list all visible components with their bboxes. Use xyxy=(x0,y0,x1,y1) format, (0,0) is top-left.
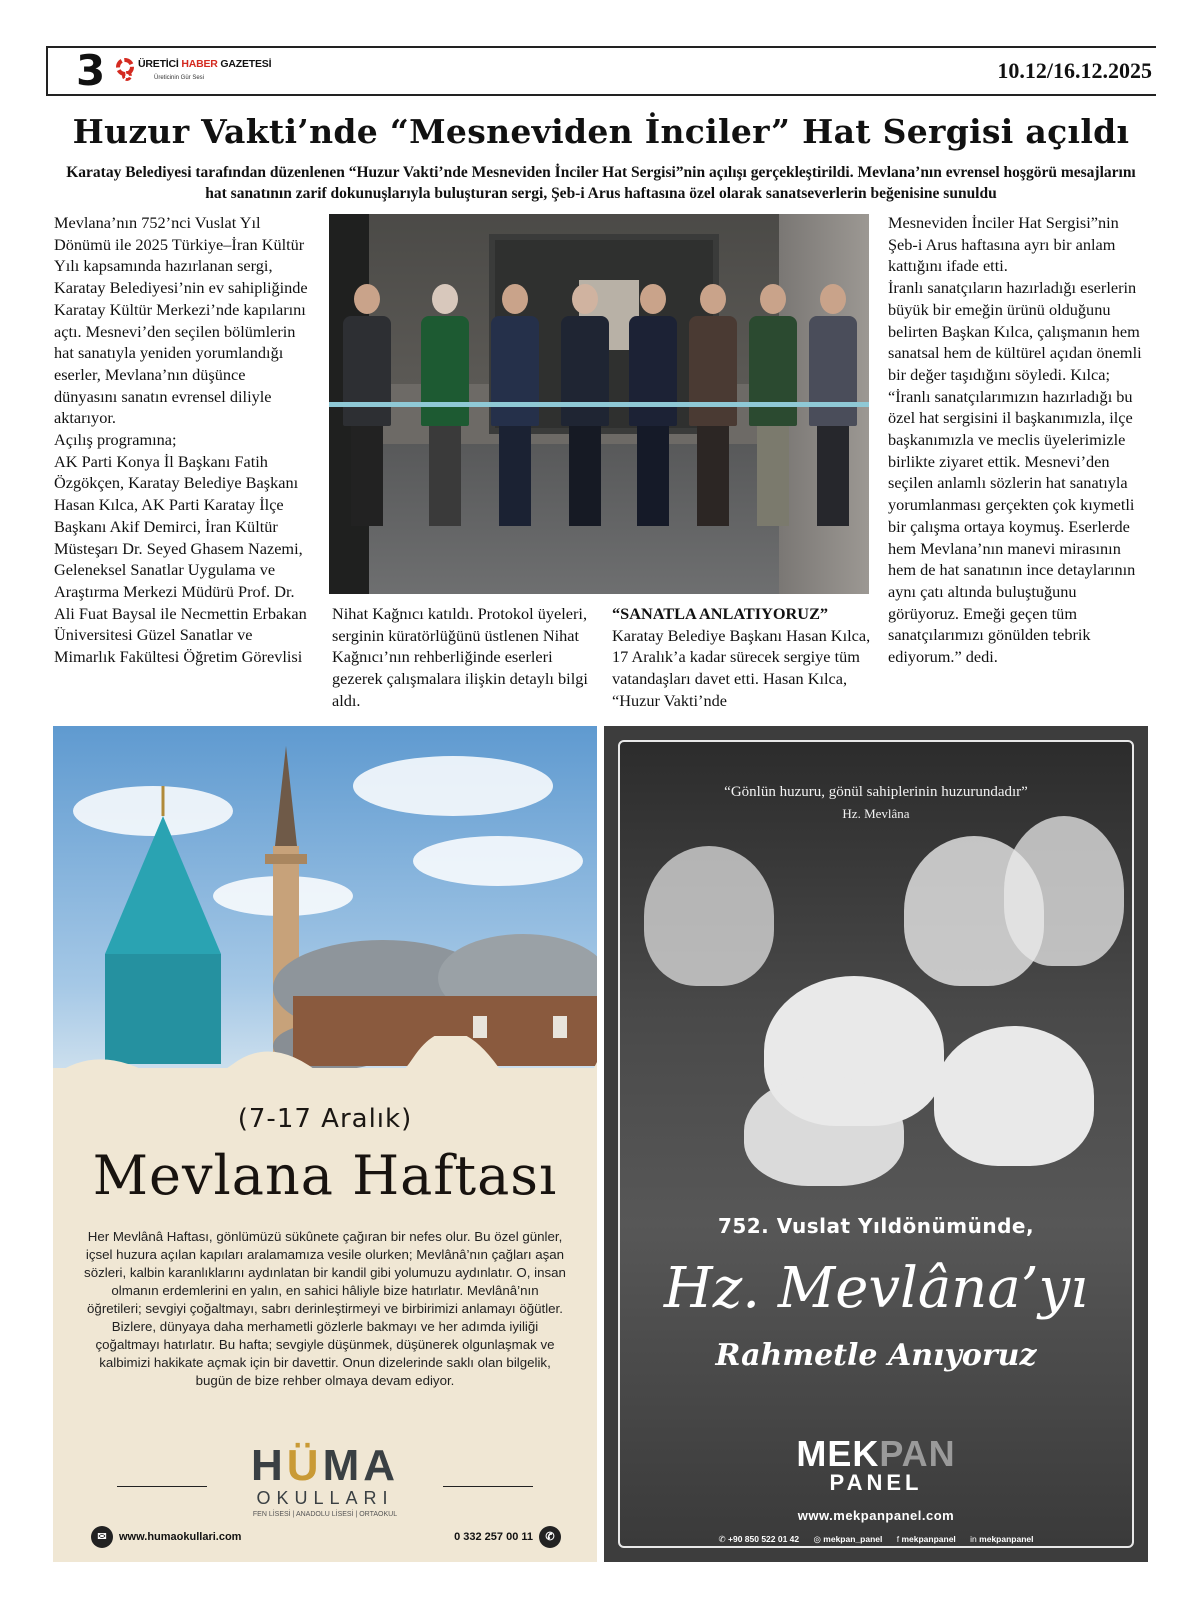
header-divider xyxy=(46,48,48,94)
minaret-spire xyxy=(275,746,297,846)
article-lede: Karatay Belediyesi tarafından düzenlenen “Huzur Vakti’nde Mesneviden İnciler Hat Sergisi”nin açılışı gerçekleştirildi. Mevlana’nın evrensel hoşgörü mesajlarını hat sanatının zarif dokunuşlarıyla buluşturan sergi, Şeb-i Arus haftasına özel olarak sanatseverlerin beğenisine sunuldu xyxy=(66,164,1136,202)
mail-icon: ✉ xyxy=(91,1526,113,1548)
ad-phone[interactable]: 0 332 257 00 11 xyxy=(454,1531,533,1543)
paragraph: Nihat Kağnıcı katıldı. Protokol üyeleri, serginin küratörlüğünü üstlenen Nihat Kağnıcı’nın rehberliğinde eserleri gezerek çalışmalara ilişkin detaylı bilgi aldı. xyxy=(332,604,588,710)
ceremonial-ribbon xyxy=(329,402,869,407)
mevlana-script-title: Hz. Mevlâna’yı xyxy=(663,1256,1089,1321)
ad-title: Mevlana Haftası xyxy=(92,1144,558,1207)
article-column-3 xyxy=(888,212,1148,668)
mekpan-panel-ad xyxy=(604,726,1148,1562)
huma-okullari-ad xyxy=(53,726,597,1562)
ribbon-cutting-photo xyxy=(329,214,869,594)
mevlana-quote: “Gönlün huzuru, gönül sahiplerinin huzurundadır” xyxy=(724,784,1028,800)
mekpan-logo xyxy=(604,1433,1148,1495)
minaret-balcony xyxy=(265,854,307,864)
page-header xyxy=(46,46,1156,96)
paragraph: İranlı sanatçıların hazırladığı eserlerin büyük bir emeğin ürünü olduğunu belirten Başkan Kılca, çalışmanın hem sanatsal hem de kültürel açıdan önemli bir değer taşıdığını söyledi. Kılca; “İranlı sanatçılarımızın hazırladığı bu özel hat sergisini il başkanımızla, ilçe başkanımızla ve meclis üyelerimizle birlikte ziyaret ettik. Mesnevi’den seçilen anlamlı sözlerin hat sanatıyla yorumlanması gerçekten çok kıymetli bir çalışma ortaya koymuş. Eserlerde hem Mevlana’nın manevi mirasının hem de hat sanatının ince detaylarının aynı çatı altında buluştuğunu görüyoruz. Emeği geçen tüm sanatçılarımızı gönülden tebrik ediyorum.” dedi. xyxy=(888,278,1142,667)
article-column-2a xyxy=(332,603,590,712)
anniversary-line: 752. Vuslat Yıldönümünde, xyxy=(717,1214,1035,1238)
facebook-link[interactable]: f mekpanpanel xyxy=(896,1534,956,1544)
logo-name: ÜRETİCİ HABER GAZETESİ xyxy=(138,58,272,70)
ad-dates: (7-17 Aralık) xyxy=(237,1104,413,1134)
phone-icon: ✆ xyxy=(539,1526,561,1548)
remembrance-line: Rahmetle Anıyoruz xyxy=(715,1338,1037,1373)
instagram-link[interactable]: ◎ mekpan_panel xyxy=(813,1534,883,1544)
ad-contact-footer xyxy=(91,1526,561,1548)
article-column-1 xyxy=(54,212,310,668)
huma-subtitle: OKULLARI xyxy=(256,1488,394,1508)
mekpan-social-links xyxy=(604,1534,1148,1545)
huma-school-levels: FEN LİSESİ | ANADOLU LİSESİ | ORTAOKUL xyxy=(252,1511,398,1518)
paragraph: Mevlana’nın 752’nci Vuslat Yıl Dönümü ile 2025 Türkiye–İran Kültür Yılı kapsamında hazırlanan sergi, Karatay Belediyesi’nin ev sahipliğinde Karatay Kültür Merkezi’nde kapılarını açtı. Mesnevi’den seçilen bölümlerin hat sanatıyla yeniden yorumlandığı eserler, Mevlana’nın düşünce dünyasını sanatın evrensel diliyle aktarıyor. xyxy=(54,213,308,428)
paragraph: Karatay Belediye Başkanı Hasan Kılca, 17 Aralık’a kadar sürecek sergiye tüm vatandaşları davet etti. Hasan Kılca, “Huzur Vakti’nde xyxy=(612,625,871,710)
turquoise-dome xyxy=(105,816,221,954)
linkedin-link[interactable]: in mekpanpanel xyxy=(970,1534,1034,1544)
quote-author: Hz. Mevlâna xyxy=(842,806,910,821)
paragraph: Açılış programına; xyxy=(54,430,177,450)
phone-contact[interactable]: ✆ +90 850 522 01 42 xyxy=(718,1534,800,1544)
mekpan-website[interactable]: www.mekpanpanel.com xyxy=(797,1508,955,1523)
decorative-frame xyxy=(618,740,1134,1548)
small-gear-icon xyxy=(122,71,132,81)
mekpan-subtitle: PANEL xyxy=(829,1470,923,1495)
ad-website[interactable]: www.humaokullari.com xyxy=(119,1531,242,1543)
huma-logo xyxy=(53,1441,597,1518)
issue-dates: 10.12/16.12.2025 xyxy=(997,58,1152,83)
article-column-2b xyxy=(612,603,874,712)
newspaper-logo xyxy=(116,56,272,88)
window xyxy=(553,1016,567,1038)
article-subheading: “SANATLA ANLATIYORUZ” xyxy=(612,604,829,623)
paragraph: AK Parti Konya İl Başkanı Fatih Özgökçen, Karatay Belediye Başkanı Hasan Kılca, AK Parti Karatay İlçe Başkanı Akif Demirci, İran Kültür Müsteşarı Dr. Seyed Ghasem Nazemi, Geleneksel Sanatlar Uygulama ve Araştırma Merkezi Müdürü Prof. Dr. Ali Fuat Baysal ile Necmettin Erbakan Üniversitesi Güzel Sanatlar ve Mimarlık Fakültesi Öğretim Görevlisi xyxy=(54,451,307,667)
ad-body-text: Her Mevlânâ Haftası, gönlümüzü sükûnete çağıran bir nefes olur. Bu özel günler, içsel huzura açılan kapıları aralamamıza vesile olurken; Mevlânâ’nın çağları aşan sözleri, kalbin karanlıklarını aydınlatan bir kandil gibi yolumuzu aydınlatır. O, insan olmanın erdemlerini en yalın, en sahici hâliyle bize hatırlatır. Mevlânâ’nın öğretileri; sevgiyi çoğaltmayı, sabrı derinleştirmeyi ve birbirimizi anlamayı öğütler. Bizlere, dünyaya daha merhametli gözlerle bakmayı ve her adımda iyiliği çoğaltmayı hatırlatır. Bu hafta; sevgiyle düşünmek, düşünerek olgunlaşmak ve kalbimizi hakikate açmak için bir davettir. Onun dizelerinde saklı olan bilgelik, bugün de bize rehber olmaya devam ediyor. xyxy=(84,1229,566,1388)
page-number: 3 xyxy=(76,46,106,95)
logo-tagline: Üreticinin Gür Sesi xyxy=(154,75,205,81)
paragraph: Mesneviden İnciler Hat Sergisi”nin Şeb-i Arus haftasına ayrı bir anlam kattığını ifade etti. xyxy=(888,213,1119,276)
mekpan-wordmark: MEKPAN xyxy=(796,1433,956,1474)
article-headline: Huzur Vakti’nde “Mesneviden İnciler” Hat Sergisi açıldı xyxy=(72,112,1130,151)
mevlana-museum-illustration xyxy=(53,726,597,1086)
huma-wordmark: HÜMA xyxy=(251,1441,399,1490)
window xyxy=(473,1016,487,1038)
